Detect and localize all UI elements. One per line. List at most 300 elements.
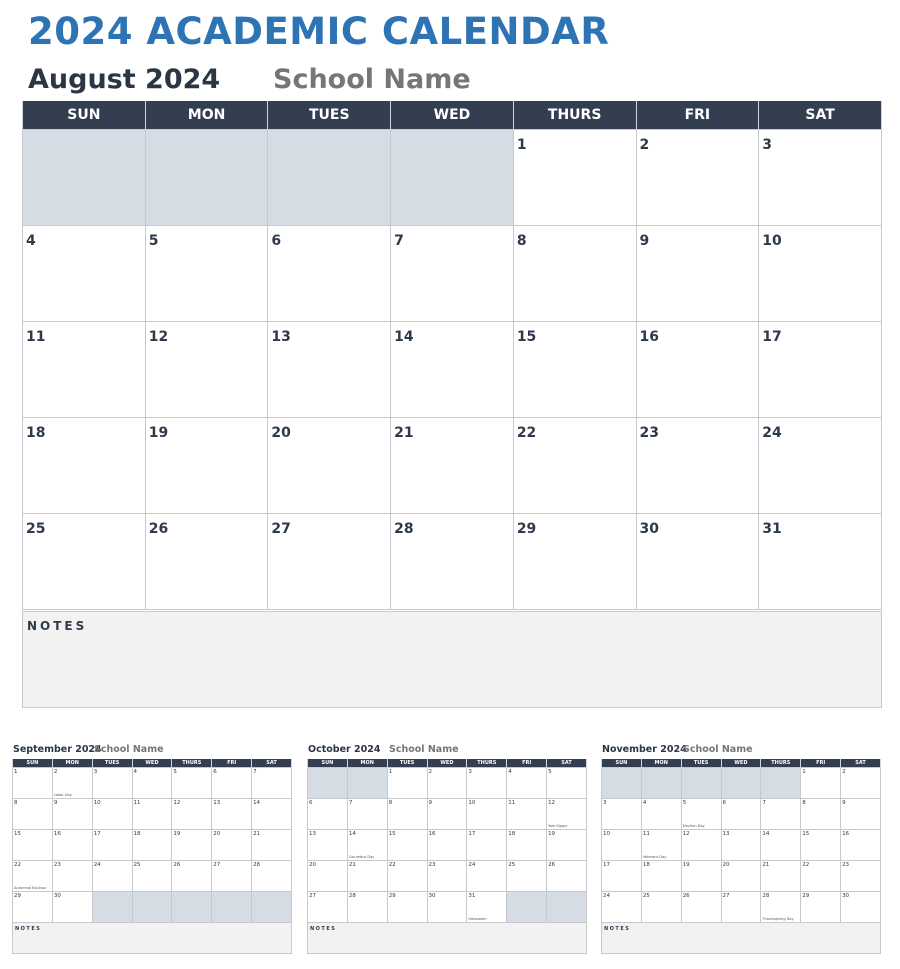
mini-day-number: 30 bbox=[842, 893, 850, 899]
day-number: 20 bbox=[271, 425, 291, 441]
day-number: 24 bbox=[762, 425, 782, 441]
mini-day-number: 10 bbox=[468, 800, 476, 806]
day-header-mon: MON bbox=[145, 101, 268, 130]
mini-day-header: THURS bbox=[172, 759, 212, 768]
mini-day-number: 14 bbox=[253, 800, 261, 806]
mini-day-number: 11 bbox=[508, 800, 516, 806]
mini-calendar-grid bbox=[601, 759, 881, 923]
mini-day-cell[interactable] bbox=[172, 861, 212, 892]
mini-week-row bbox=[13, 830, 292, 861]
mini-day-number: 21 bbox=[253, 831, 261, 837]
day-header-sat: SAT bbox=[759, 101, 882, 130]
mini-day-number: 26 bbox=[173, 862, 181, 868]
month-title: August 2024 bbox=[28, 64, 221, 95]
mini-empty-cell bbox=[308, 768, 348, 799]
mini-day-cell[interactable] bbox=[641, 892, 681, 923]
mini-day-cell[interactable] bbox=[132, 830, 172, 861]
mini-month-title: October 2024 bbox=[308, 744, 381, 755]
mini-day-cell[interactable] bbox=[13, 799, 53, 830]
mini-day-number: 30 bbox=[428, 893, 436, 899]
mini-day-cell[interactable] bbox=[841, 861, 881, 892]
mini-day-cell[interactable] bbox=[761, 892, 801, 923]
mini-day-cell[interactable] bbox=[252, 799, 292, 830]
mini-day-cell[interactable] bbox=[52, 830, 92, 861]
mini-notes-label: NOTES bbox=[604, 926, 631, 932]
mini-day-header: SUN bbox=[13, 759, 53, 768]
mini-day-cell[interactable] bbox=[92, 861, 132, 892]
mini-day-number: 20 bbox=[722, 862, 730, 868]
mini-day-cell[interactable] bbox=[387, 799, 427, 830]
day-cell[interactable] bbox=[759, 514, 882, 610]
mini-day-cell[interactable] bbox=[547, 799, 587, 830]
day-number: 3 bbox=[762, 137, 772, 153]
day-number: 9 bbox=[639, 233, 650, 249]
day-number: 10 bbox=[762, 233, 782, 249]
mini-day-number: 19 bbox=[548, 831, 556, 837]
mini-day-cell[interactable] bbox=[427, 861, 467, 892]
mini-empty-cell bbox=[761, 768, 801, 799]
mini-day-number: 17 bbox=[603, 862, 610, 868]
mini-day-number: 9 bbox=[842, 800, 846, 806]
mini-week-row bbox=[308, 861, 587, 892]
day-number: 31 bbox=[762, 521, 782, 537]
day-cell[interactable] bbox=[636, 226, 759, 322]
day-header-thurs: THURS bbox=[513, 101, 636, 130]
mini-day-cell[interactable] bbox=[721, 861, 761, 892]
day-cell[interactable] bbox=[636, 322, 759, 418]
mini-day-cell[interactable] bbox=[547, 861, 587, 892]
mini-day-cell[interactable] bbox=[681, 799, 721, 830]
day-number: 28 bbox=[394, 521, 414, 537]
mini-day-cell[interactable] bbox=[308, 892, 348, 923]
day-cell[interactable] bbox=[759, 226, 882, 322]
mini-day-cell[interactable] bbox=[172, 768, 212, 799]
mini-day-cell[interactable] bbox=[602, 892, 642, 923]
mini-day-cell[interactable] bbox=[347, 799, 387, 830]
mini-day-number: 3 bbox=[93, 769, 98, 775]
holiday-label: Yom Kippur bbox=[548, 824, 568, 828]
mini-school-name: School Name bbox=[94, 744, 164, 755]
day-cell[interactable] bbox=[513, 322, 636, 418]
mini-day-cell[interactable] bbox=[252, 861, 292, 892]
mini-day-number: 6 bbox=[722, 800, 727, 806]
mini-day-cell[interactable] bbox=[427, 768, 467, 799]
mini-day-cell[interactable] bbox=[387, 892, 427, 923]
mini-day-number: 22 bbox=[802, 862, 810, 868]
mini-day-cell[interactable] bbox=[52, 861, 92, 892]
day-number: 17 bbox=[762, 329, 782, 345]
day-cell[interactable] bbox=[513, 418, 636, 514]
mini-day-cell[interactable] bbox=[13, 768, 53, 799]
mini-day-cell[interactable] bbox=[467, 768, 507, 799]
day-number: 13 bbox=[271, 329, 291, 345]
mini-empty-cell bbox=[681, 768, 721, 799]
mini-day-number: 20 bbox=[309, 862, 316, 868]
day-cell[interactable] bbox=[145, 418, 268, 514]
mini-day-number: 1 bbox=[14, 769, 18, 775]
mini-day-cell[interactable] bbox=[507, 830, 547, 861]
day-number: 2 bbox=[639, 137, 650, 153]
mini-day-cell[interactable] bbox=[507, 768, 547, 799]
day-cell[interactable] bbox=[23, 418, 146, 514]
mini-day-cell[interactable] bbox=[212, 861, 252, 892]
mini-day-number: 27 bbox=[309, 893, 316, 899]
mini-day-number: 13 bbox=[309, 831, 316, 837]
holiday-label: Election Day bbox=[682, 824, 705, 828]
mini-day-cell[interactable] bbox=[387, 768, 427, 799]
mini-day-number: 21 bbox=[348, 862, 356, 868]
mini-day-cell[interactable] bbox=[387, 830, 427, 861]
mini-day-number: 18 bbox=[642, 862, 650, 868]
mini-day-cell[interactable] bbox=[602, 861, 642, 892]
mini-day-number: 5 bbox=[548, 769, 552, 775]
mini-day-cell[interactable] bbox=[467, 799, 507, 830]
day-cell[interactable] bbox=[391, 418, 514, 514]
mini-calendar-grid bbox=[307, 759, 587, 923]
mini-day-number: 29 bbox=[388, 893, 396, 899]
mini-week-row bbox=[308, 892, 587, 923]
mini-day-cell[interactable] bbox=[547, 830, 587, 861]
mini-empty-cell bbox=[92, 892, 132, 923]
holiday-label: Autumnal Equinox bbox=[14, 886, 47, 890]
mini-day-cell[interactable] bbox=[681, 830, 721, 861]
day-cell[interactable] bbox=[759, 322, 882, 418]
mini-day-cell[interactable] bbox=[347, 892, 387, 923]
mini-calendar-october bbox=[307, 742, 587, 954]
mini-notes-area[interactable] bbox=[601, 923, 881, 954]
mini-day-cell[interactable] bbox=[801, 861, 841, 892]
mini-day-header: WED bbox=[721, 759, 761, 768]
mini-day-cell[interactable] bbox=[212, 830, 252, 861]
day-number: 23 bbox=[639, 425, 659, 441]
mini-calendar-september bbox=[12, 742, 292, 954]
mini-notes-area[interactable] bbox=[12, 923, 292, 954]
day-cell[interactable] bbox=[636, 514, 759, 610]
mini-day-header: SAT bbox=[547, 759, 587, 768]
day-cell[interactable] bbox=[145, 514, 268, 610]
mini-day-number: 10 bbox=[603, 831, 610, 837]
day-header-sun: SUN bbox=[23, 101, 146, 130]
day-cell[interactable] bbox=[759, 130, 882, 226]
mini-day-number: 16 bbox=[842, 831, 850, 837]
mini-day-number: 24 bbox=[93, 862, 101, 868]
mini-day-header: TUES bbox=[681, 759, 721, 768]
week-row bbox=[23, 226, 882, 322]
mini-day-number: 24 bbox=[468, 862, 476, 868]
day-cell[interactable] bbox=[23, 226, 146, 322]
mini-day-number: 28 bbox=[253, 862, 261, 868]
mini-day-number: 3 bbox=[603, 800, 607, 806]
mini-month-title: September 2024 bbox=[13, 744, 102, 755]
mini-day-cell[interactable] bbox=[13, 892, 53, 923]
mini-day-number: 29 bbox=[14, 893, 21, 899]
mini-day-cell[interactable] bbox=[507, 861, 547, 892]
mini-day-number: 15 bbox=[14, 831, 21, 837]
mini-day-cell[interactable] bbox=[52, 768, 92, 799]
mini-day-cell[interactable] bbox=[132, 799, 172, 830]
day-cell[interactable] bbox=[268, 418, 391, 514]
day-cell[interactable] bbox=[23, 514, 146, 610]
mini-day-number: 23 bbox=[842, 862, 850, 868]
day-cell[interactable] bbox=[513, 130, 636, 226]
mini-week-row bbox=[602, 892, 881, 923]
day-number: 30 bbox=[639, 521, 659, 537]
mini-day-cell[interactable] bbox=[641, 799, 681, 830]
day-cell[interactable] bbox=[145, 226, 268, 322]
mini-day-header: MON bbox=[347, 759, 387, 768]
mini-day-cell[interactable] bbox=[52, 799, 92, 830]
mini-notes-area[interactable] bbox=[307, 923, 587, 954]
mini-day-header: WED bbox=[427, 759, 467, 768]
mini-day-number: 12 bbox=[173, 800, 181, 806]
mini-day-cell[interactable] bbox=[467, 861, 507, 892]
mini-day-cell[interactable] bbox=[132, 861, 172, 892]
day-number: 15 bbox=[516, 329, 537, 345]
mini-day-number: 23 bbox=[428, 862, 436, 868]
day-number: 1 bbox=[516, 137, 527, 153]
main-calendar-grid bbox=[22, 101, 882, 610]
school-name[interactable]: School Name bbox=[273, 64, 471, 95]
mini-day-number: 31 bbox=[468, 893, 476, 899]
day-cell[interactable] bbox=[268, 322, 391, 418]
day-cell[interactable] bbox=[23, 322, 146, 418]
mini-week-row bbox=[13, 768, 292, 799]
mini-empty-cell bbox=[602, 768, 642, 799]
mini-week-row bbox=[13, 861, 292, 892]
mini-day-number: 26 bbox=[548, 862, 556, 868]
mini-day-number: 9 bbox=[428, 800, 433, 806]
day-number: 12 bbox=[148, 329, 169, 345]
mini-day-cell[interactable] bbox=[761, 861, 801, 892]
mini-day-number: 17 bbox=[468, 831, 476, 837]
mini-day-cell[interactable] bbox=[52, 892, 92, 923]
mini-day-cell[interactable] bbox=[761, 799, 801, 830]
mini-day-cell[interactable] bbox=[681, 892, 721, 923]
mini-day-cell[interactable] bbox=[467, 892, 507, 923]
day-number: 11 bbox=[26, 329, 46, 345]
mini-day-cell[interactable] bbox=[507, 799, 547, 830]
mini-day-number: 20 bbox=[213, 831, 221, 837]
day-cell[interactable] bbox=[513, 226, 636, 322]
mini-day-cell[interactable] bbox=[841, 830, 881, 861]
mini-day-cell[interactable] bbox=[801, 768, 841, 799]
day-number: 18 bbox=[26, 425, 46, 441]
mini-day-number: 1 bbox=[802, 769, 806, 775]
mini-day-number: 17 bbox=[93, 831, 101, 837]
day-cell[interactable] bbox=[391, 322, 514, 418]
mini-day-header: WED bbox=[132, 759, 172, 768]
mini-day-cell[interactable] bbox=[347, 861, 387, 892]
mini-day-cell[interactable] bbox=[427, 799, 467, 830]
mini-day-number: 19 bbox=[682, 862, 690, 868]
mini-empty-cell bbox=[547, 892, 587, 923]
mini-day-cell[interactable] bbox=[761, 830, 801, 861]
mini-week-row bbox=[602, 799, 881, 830]
mini-day-number: 7 bbox=[253, 769, 257, 775]
mini-week-row bbox=[602, 830, 881, 861]
mini-day-cell[interactable] bbox=[467, 830, 507, 861]
notes-area[interactable] bbox=[22, 611, 882, 708]
day-cell[interactable] bbox=[145, 322, 268, 418]
mini-day-cell[interactable] bbox=[801, 892, 841, 923]
mini-day-number: 4 bbox=[642, 800, 647, 806]
day-cell[interactable] bbox=[268, 226, 391, 322]
mini-day-number: 12 bbox=[548, 800, 556, 806]
mini-day-cell[interactable] bbox=[387, 861, 427, 892]
day-cell[interactable] bbox=[759, 418, 882, 514]
mini-day-number: 5 bbox=[173, 769, 177, 775]
mini-day-cell[interactable] bbox=[427, 892, 467, 923]
mini-empty-cell bbox=[347, 768, 387, 799]
mini-day-cell[interactable] bbox=[602, 830, 642, 861]
mini-day-number: 22 bbox=[388, 862, 396, 868]
mini-day-cell[interactable] bbox=[721, 799, 761, 830]
mini-day-cell[interactable] bbox=[801, 830, 841, 861]
mini-day-cell[interactable] bbox=[92, 799, 132, 830]
holiday-label: Columbus Day bbox=[348, 855, 375, 859]
mini-day-number: 25 bbox=[508, 862, 516, 868]
mini-day-number: 10 bbox=[93, 800, 101, 806]
notes-label: NOTES bbox=[27, 619, 88, 633]
mini-day-cell[interactable] bbox=[13, 830, 53, 861]
mini-day-cell[interactable] bbox=[212, 768, 252, 799]
mini-day-cell[interactable] bbox=[252, 830, 292, 861]
mini-day-number: 28 bbox=[348, 893, 356, 899]
mini-day-number: 11 bbox=[642, 831, 650, 837]
mini-day-cell[interactable] bbox=[308, 799, 348, 830]
mini-day-header: THURS bbox=[761, 759, 801, 768]
mini-day-cell[interactable] bbox=[841, 892, 881, 923]
day-number: 7 bbox=[394, 233, 404, 249]
mini-day-number: 14 bbox=[762, 831, 770, 837]
mini-day-number: 21 bbox=[762, 862, 770, 868]
mini-day-number: 25 bbox=[133, 862, 141, 868]
mini-notes-label: NOTES bbox=[15, 926, 42, 932]
empty-day-cell bbox=[268, 130, 391, 226]
mini-day-cell[interactable] bbox=[841, 768, 881, 799]
mini-day-cell[interactable] bbox=[841, 799, 881, 830]
day-cell[interactable] bbox=[513, 514, 636, 610]
mini-header bbox=[12, 742, 292, 758]
mini-day-cell[interactable] bbox=[172, 830, 212, 861]
mini-week-row bbox=[602, 768, 881, 799]
mini-day-cell[interactable] bbox=[427, 830, 467, 861]
mini-day-number: 6 bbox=[213, 769, 217, 775]
mini-day-cell[interactable] bbox=[92, 768, 132, 799]
day-cell[interactable] bbox=[391, 514, 514, 610]
week-row bbox=[23, 130, 882, 226]
mini-day-cell[interactable] bbox=[801, 799, 841, 830]
mini-day-cell[interactable] bbox=[212, 799, 252, 830]
mini-day-cell[interactable] bbox=[641, 861, 681, 892]
mini-day-number: 15 bbox=[388, 831, 396, 837]
mini-day-header: FRI bbox=[801, 759, 841, 768]
mini-day-header: SUN bbox=[308, 759, 348, 768]
mini-day-number: 25 bbox=[642, 893, 650, 899]
mini-day-header: FRI bbox=[212, 759, 252, 768]
mini-calendar-grid bbox=[12, 759, 292, 923]
mini-day-number: 5 bbox=[682, 800, 687, 806]
mini-school-name: School Name bbox=[389, 744, 459, 755]
mini-day-number: 8 bbox=[14, 800, 18, 806]
mini-day-cell[interactable] bbox=[721, 830, 761, 861]
mini-empty-cell bbox=[507, 892, 547, 923]
mini-day-cell[interactable] bbox=[308, 861, 348, 892]
mini-day-header: SUN bbox=[602, 759, 642, 768]
mini-day-number: 13 bbox=[213, 800, 221, 806]
mini-day-cell[interactable] bbox=[308, 830, 348, 861]
week-row bbox=[23, 418, 882, 514]
holiday-label: Veterans Day bbox=[642, 855, 667, 859]
mini-week-row bbox=[308, 830, 587, 861]
mini-day-cell[interactable] bbox=[681, 861, 721, 892]
mini-week-row bbox=[13, 799, 292, 830]
mini-day-number: 1 bbox=[388, 769, 393, 775]
mini-calendar-november bbox=[601, 742, 881, 954]
day-number: 27 bbox=[271, 521, 291, 537]
mini-day-number: 26 bbox=[682, 893, 690, 899]
day-number: 29 bbox=[516, 521, 537, 537]
mini-day-number: 19 bbox=[173, 831, 181, 837]
mini-day-number: 13 bbox=[722, 831, 730, 837]
mini-day-number: 8 bbox=[388, 800, 393, 806]
mini-day-number: 11 bbox=[133, 800, 141, 806]
mini-day-number: 8 bbox=[802, 800, 806, 806]
mini-day-cell[interactable] bbox=[92, 830, 132, 861]
mini-day-number: 9 bbox=[53, 800, 58, 806]
mini-day-number: 30 bbox=[53, 893, 61, 899]
empty-day-cell bbox=[23, 130, 146, 226]
day-cell[interactable] bbox=[636, 130, 759, 226]
day-number: 8 bbox=[516, 233, 527, 249]
mini-empty-cell bbox=[721, 768, 761, 799]
mini-day-cell[interactable] bbox=[172, 799, 212, 830]
mini-day-cell[interactable] bbox=[13, 861, 53, 892]
mini-empty-cell bbox=[252, 892, 292, 923]
mini-day-cell[interactable] bbox=[347, 830, 387, 861]
mini-day-number: 22 bbox=[14, 862, 21, 868]
day-number: 25 bbox=[26, 521, 46, 537]
mini-day-number: 7 bbox=[348, 800, 353, 806]
mini-empty-cell bbox=[641, 768, 681, 799]
mini-day-number: 7 bbox=[762, 800, 766, 806]
mini-day-header: SAT bbox=[252, 759, 292, 768]
mini-day-number: 27 bbox=[213, 862, 221, 868]
mini-day-cell[interactable] bbox=[721, 892, 761, 923]
mini-day-cell[interactable] bbox=[132, 768, 172, 799]
mini-day-number: 16 bbox=[428, 831, 436, 837]
day-cell[interactable] bbox=[391, 226, 514, 322]
mini-week-row bbox=[602, 861, 881, 892]
mini-day-cell[interactable] bbox=[641, 830, 681, 861]
mini-day-number: 12 bbox=[682, 831, 690, 837]
mini-day-number: 18 bbox=[508, 831, 516, 837]
day-cell[interactable] bbox=[268, 514, 391, 610]
day-cell[interactable] bbox=[636, 418, 759, 514]
day-number: 5 bbox=[148, 233, 159, 249]
mini-day-cell[interactable] bbox=[252, 768, 292, 799]
mini-day-header: THURS bbox=[467, 759, 507, 768]
mini-day-number: 4 bbox=[508, 769, 512, 775]
mini-day-number: 3 bbox=[468, 769, 472, 775]
mini-empty-cell bbox=[132, 892, 172, 923]
mini-day-number: 2 bbox=[428, 769, 433, 775]
mini-day-cell[interactable] bbox=[602, 799, 642, 830]
mini-day-number: 28 bbox=[762, 893, 770, 899]
empty-day-cell bbox=[145, 130, 268, 226]
mini-day-cell[interactable] bbox=[547, 768, 587, 799]
mini-day-header: TUES bbox=[92, 759, 132, 768]
